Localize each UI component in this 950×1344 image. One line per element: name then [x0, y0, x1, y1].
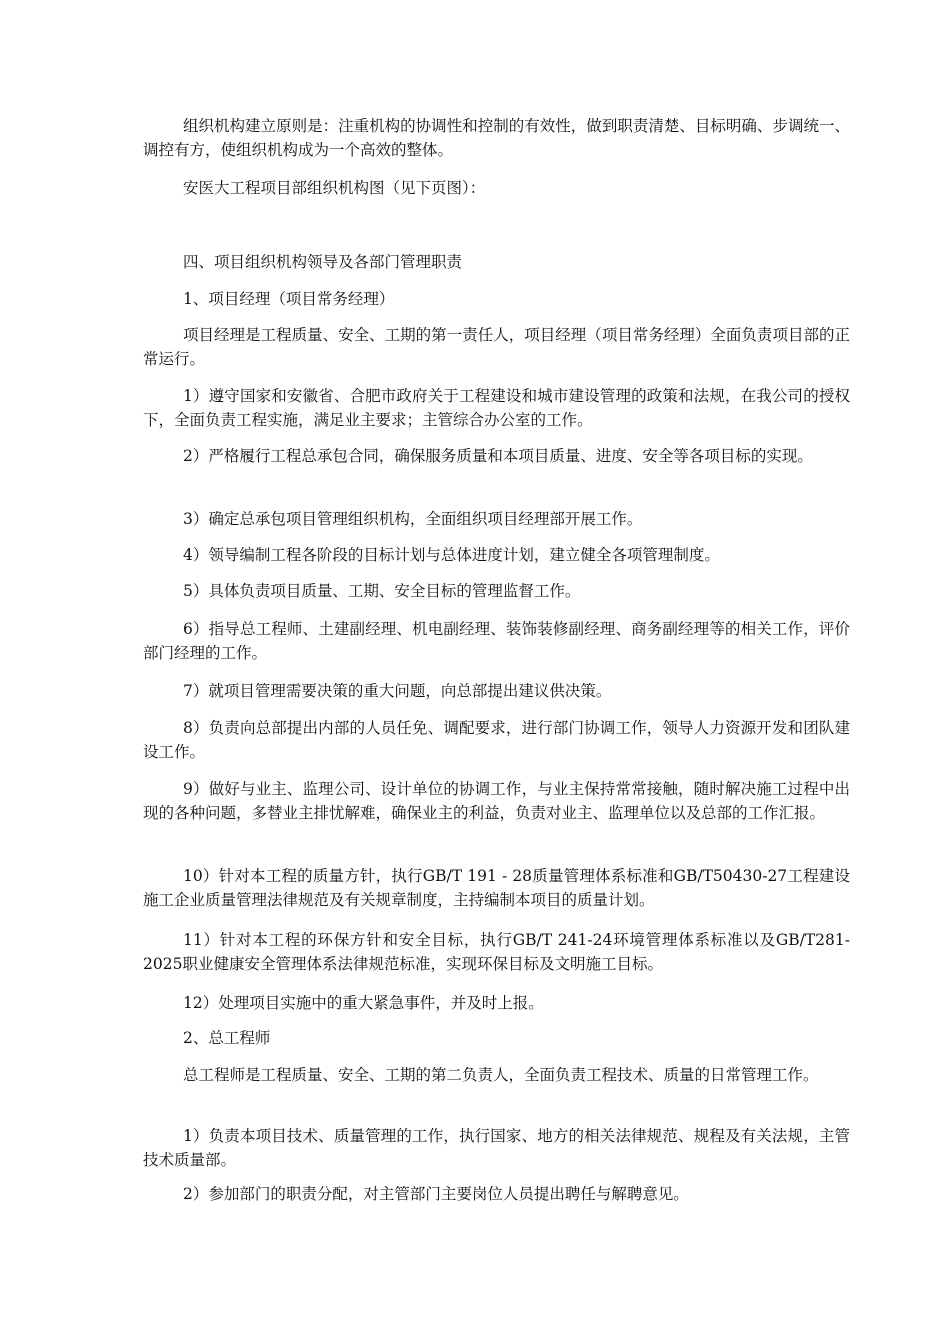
section-heading-4: 四、项目组织机构领导及各部门管理职责 [183, 253, 463, 271]
paragraph-org-chart-ref: 安医大工程项目部组织机构图（见下页图）： [183, 179, 486, 197]
list-item-pm-8: 8）负责向总部提出内部的人员任免、调配要求，进行部门协调工作，领导人力资源开发和团队建设工作。 [143, 719, 850, 761]
subsection-heading-chief-engineer: 2、总工程师 [183, 1029, 271, 1047]
subsection-heading-project-manager: 1、项目经理（项目常务经理） [183, 290, 395, 308]
list-item-pm-7: 7）就项目管理需要决策的重大问题，向总部提出建议供决策。 [183, 682, 612, 700]
list-item-pm-12: 12）处理项目实施中的重大紧急事件，并及时上报。 [183, 994, 544, 1012]
list-item-pm-1: 1）遵守国家和安徽省、合肥市政府关于工程建设和城市建设管理的政策和法规，在我公司的授权下，全面负责工程实施，满足业主要求；主管综合办公室的工作。 [143, 387, 850, 429]
list-item-ce-1: 1）负责本项目技术、质量管理的工作，执行国家、地方的相关法律规范、规程及有关法规，主管技术质量部。 [143, 1127, 850, 1169]
list-item-pm-6: 6）指导总工程师、土建副经理、机电副经理、装饰装修副经理、商务副经理等的相关工作，评价部门经理的工作。 [143, 620, 850, 662]
list-item-pm-9: 9）做好与业主、监理公司、设计单位的协调工作，与业主保持常常接触，随时解决施工过程中出现的各种问题，多替业主排忧解难，确保业主的利益，负责对业主、监理单位以及总部的工作汇报。 [143, 780, 850, 822]
list-item-ce-2: 2）参加部门的职责分配，对主管部门主要岗位人员提出聘任与解聘意见。 [183, 1185, 689, 1203]
list-item-pm-5: 5）具体负责项目质量、工期、安全目标的管理监督工作。 [183, 582, 581, 600]
paragraph-org-principle: 组织机构建立原则是：注重机构的协调性和控制的有效性，做到职责清楚、目标明确、步调统一、调控有方，使组织机构成为一个高效的整体。 [143, 117, 850, 159]
list-item-pm-4: 4）领导编制工程各阶段的目标计划与总体进度计划，建立健全各项管理制度。 [183, 546, 720, 564]
list-item-pm-2: 2）严格履行工程总承包合同，确保服务质量和本项目质量、进度、安全等各项目标的实现。 [183, 447, 813, 465]
list-item-pm-11: 11）针对本工程的环保方针和安全目标，执行GB/T 241-24环境管理体系标准以及GB/T281-2025职业健康安全管理体系法律规范标准，实现环保目标及文明施工目标。 [143, 931, 850, 973]
paragraph-ce-intro: 总工程师是工程质量、安全、工期的第二负责人，全面负责工程技术、质量的日常管理工作。 [183, 1066, 819, 1084]
list-item-pm-10: 10）针对本工程的质量方针，执行GB/T 191 - 28质量管理体系标准和GB/T50430-27工程建设施工企业质量管理法律规范及有关规章制度，主持编制本项目的质量计划。 [143, 867, 850, 909]
list-item-pm-3: 3）确定总承包项目管理组织机构，全面组织项目经理部开展工作。 [183, 510, 643, 528]
paragraph-pm-intro: 项目经理是工程质量、安全、工期的第一责任人，项目经理（项目常务经理）全面负责项目部的正常运行。 [143, 326, 850, 368]
